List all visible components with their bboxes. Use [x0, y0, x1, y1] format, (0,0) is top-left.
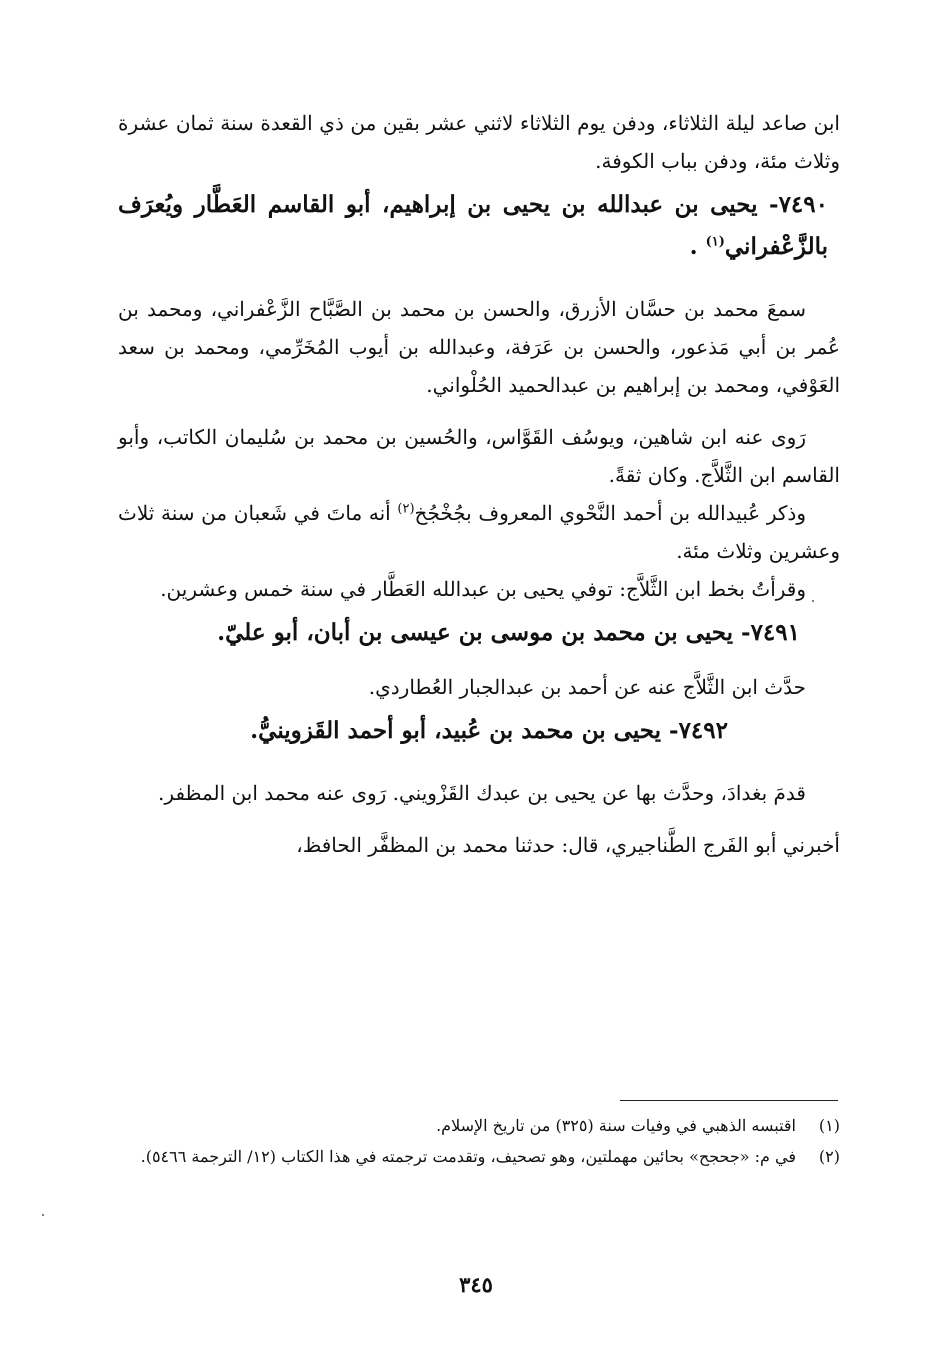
entry-heading-7491: ٧٤٩١- يحيى بن محمد بن موسى بن عيسى بن أبان، أبو عليّ. — [217, 619, 800, 646]
paragraph-narrated-by: رَوى عنه ابن شاهين، ويوسُف القَوَّاس، والحُسين بن محمد بن سُليمان الكاتب، وأبو القاسم ابن الثَّلاَّج. وكان ثقةً. — [118, 425, 840, 487]
paragraph-informed-me: أخبرني أبو الفَرج الطَّناجيري، قال: حدثنا محمد بن المظفَّر الحافظ، — [296, 833, 840, 857]
footnote-1-number: (١) — [818, 1116, 840, 1135]
paragraph-continuation: ابن صاعد ليلة الثلاثاء، ودفن يوم الثلاثاء لاثني عشر بقين من ذي القعدة سنة ثمان عشرة وثلاث مئة، ودفن بباب الكوفة. — [118, 111, 840, 173]
scan-speck — [42, 1214, 44, 1216]
paragraph-narrated-7491: حدَّث ابن الثَّلاَّج عنه عن أحمد بن عبدالجبار العُطاردي. — [368, 675, 806, 699]
footnote-1 — [118, 1110, 840, 1141]
entry-heading-7490 — [118, 184, 840, 268]
page-number: ٣٤٥ — [459, 1272, 493, 1297]
paragraph-heard-from: سمعَ محمد بن حسَّان الأزرق، والحسن بن محمد بن الصَّبَّاح الزَّعْفراني، ومحمد بن عُمر بن أبي مَذعور، والحسن بن عَرَفة، وعبدالله بن أيوب المُخَرِّمي، ومحمد بن سعد العَوْفي، ومحمد بن إبراهيم بن عبدالحميد الحُلْواني. — [118, 297, 840, 397]
footnote-2 — [118, 1141, 840, 1172]
footnotes — [118, 1110, 840, 1172]
footnote-2-number: (٢) — [818, 1147, 840, 1166]
footnote-ref-2: (٢) — [397, 501, 415, 517]
paragraph-came-to-baghdad: قدمَ بغدادَ، وحدَّث بها عن يحيى بن عبدك القَزْويني. رَوى عنه محمد ابن المظفر. — [158, 781, 806, 805]
paragraph-death-date — [118, 494, 840, 570]
entry-heading-7492: ٧٤٩٢- يحيى بن محمد بن عُبيد، أبو أحمد القَزوينيُّ. — [250, 717, 728, 744]
scan-speck — [812, 600, 814, 602]
footnote-ref-1: (١) — [705, 234, 725, 250]
paragraph-death-date-a: وذكر عُبيدالله بن أحمد النَّحْوي المعروف بجُخْجُخ — [414, 501, 807, 525]
paragraph-death-date-b: أنه ماتَ في شَعبان من سنة ثلاث وعشرين وثلاث مئة. — [118, 501, 840, 563]
entry-heading-7490-text: ٧٤٩٠- يحيى بن عبدالله بن يحيى بن إبراهيم، أبو القاسم العَطَّار ويُعرَف بالزَّعْفراني — [118, 191, 828, 260]
footnote-separator — [620, 1100, 838, 1101]
footnote-1-text: اقتبسه الذهبي في وفيات سنة (٣٢٥) من تاريخ الإسلام. — [436, 1116, 796, 1135]
footnote-2-text: في م: «جحجح» بحائين مهملتين، وهو تصحيف، وتقدمت ترجمته في هذا الكتاب (١٢/ الترجمة ٥٤٦٦). — [140, 1147, 796, 1166]
paragraph-read-in-handwriting: وقرأتُ بخط ابن الثَّلاَّج: توفي يحيى بن عبدالله العَطَّار في سنة خمس وعشرين. — [160, 577, 806, 601]
entry-heading-7490-end: . — [689, 233, 706, 260]
page-body — [118, 104, 840, 864]
